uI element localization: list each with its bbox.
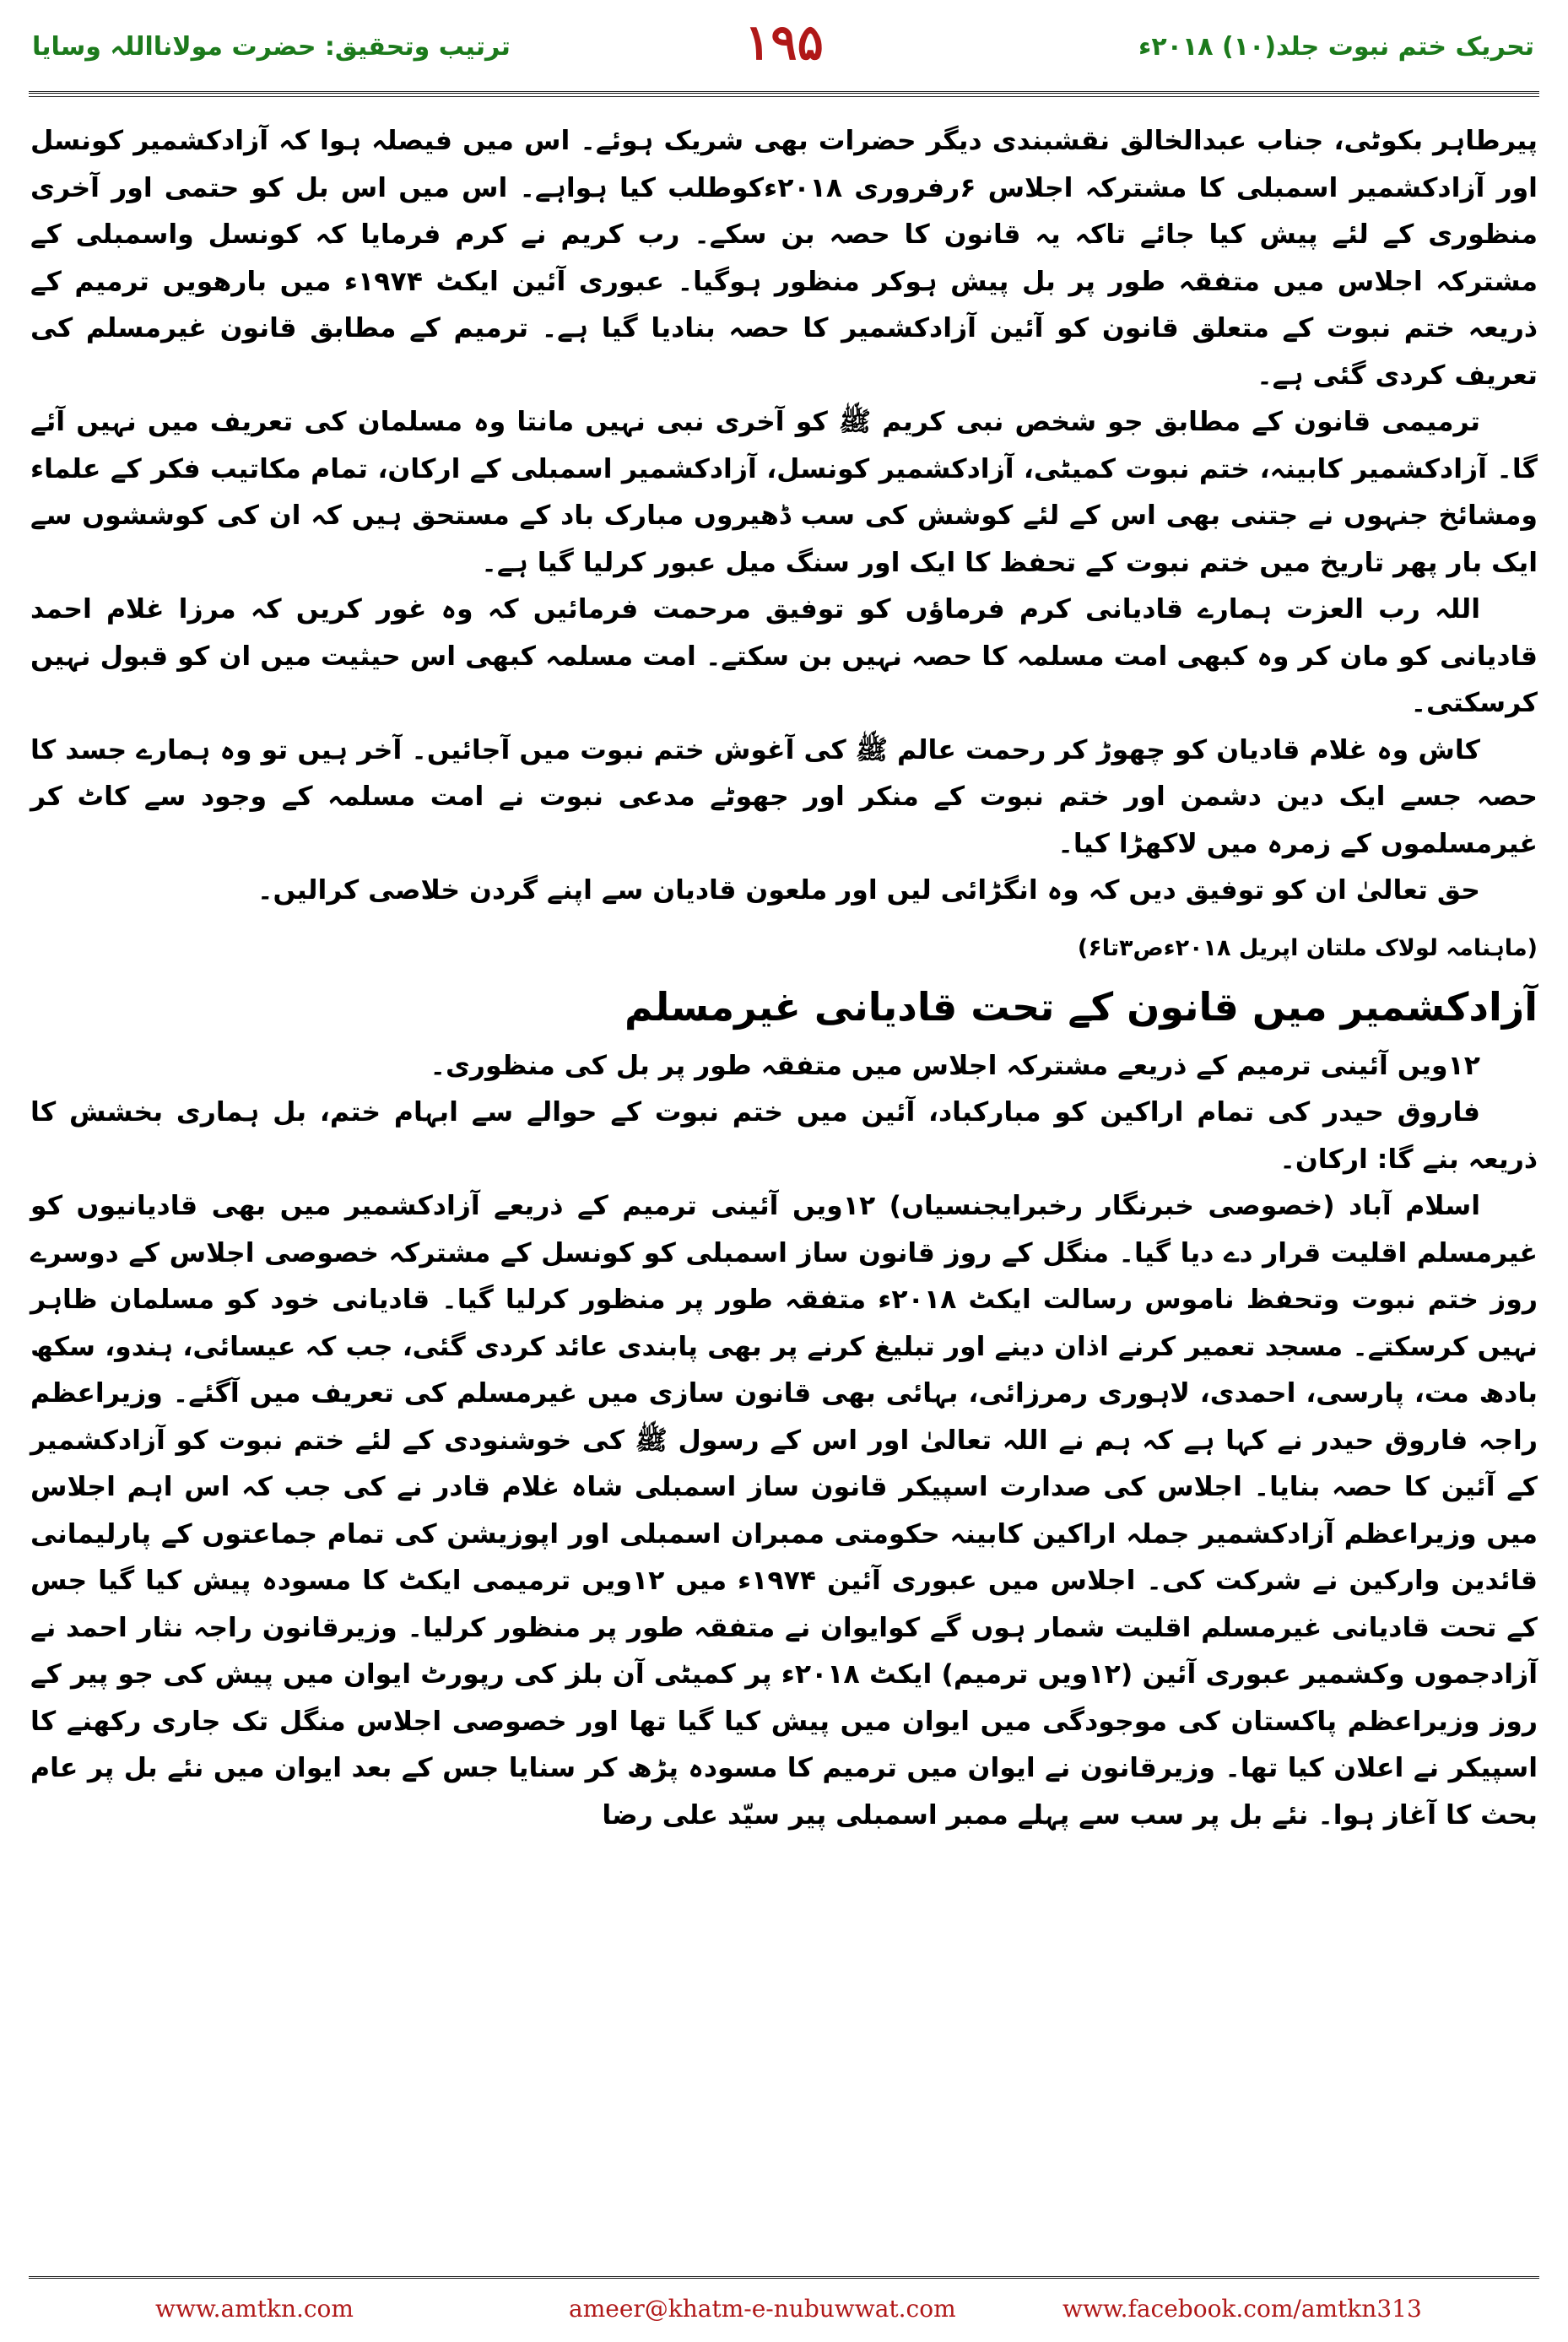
article2-paragraph-2: فاروق حیدر کی تمام اراکین کو مبارکباد، آئین میں ختم نبوت کے حوالے سے ابہام ختم، بل ہماری بخشش کا ذریعہ بنے گا: ارکان۔ <box>30 1097 1538 1175</box>
article1-paragraph-1: پیرطاہر بکوٹی، جناب عبدالخالق نقشبندی دیگر حضرات بھی شریک ہوئے۔ اس میں فیصلہ ہوا کہ آزادکشمیر کونسل اور آزادکشمیر اسمبلی کا مشترکہ اجلاس ۶رفروری ۲۰۱۸ءکوطلب کیا ہواہے۔ اس میں اس بل کو حتمی اور آخری منظوری کے لئے پیش کیا جائے تاکہ یہ قانون کا حصہ بن سکے۔ رب کریم نے کرم فرمایا کہ کونسل واسمبلی کے مشترکہ اجلاس میں متفقہ طور پر بل پیش ہوکر منظور ہوگیا۔ عبوری آئین ایکٹ ۱۹۷۴ء میں بارھویں ترمیم کے ذریعہ ختم نبوت کے متعلق قانون کو آئین آزادکشمیر کا حصہ بنادیا گیا ہے۔ ترمیم کے مطابق قانون غیرمسلم کی تعریف کردی گئی ہے۔ <box>30 126 1538 391</box>
compiler-credit: ترتیب وتحقیق: حضرت مولانااللہ وسایا <box>32 32 511 62</box>
page-number: ۱۹۵ <box>744 14 824 71</box>
page-footer <box>29 2276 1539 2342</box>
page-content <box>30 118 1538 1839</box>
article1-paragraph-2: ترمیمی قانون کے مطابق جو شخص نبی کریم ﷺ کو آخری نبی نہیں مانتا وہ مسلمان کی تعریف میں نہیں آئے گا۔ آزادکشمیر کابینہ، ختم نبوت کمیٹی، آزادکشمیر کونسل، آزادکشمیر اسمبلی کے ارکان، تمام مکاتیب فکر کے علماء ومشائخ جنہوں نے جتنی بھی اس کے لئے کوشش کی سب ڈھیروں مبارک باد کے مستحق ہیں کہ ان کی کوششوں سے ایک بار پھر تاریخ میں ختم نبوت کے تحفظ کا ایک اور سنگ میل عبور کرلیا گیا ہے۔ <box>30 407 1538 578</box>
article1-paragraph-5: حق تعالیٰ ان کو توفیق دیں کہ وہ انگڑائی لیں اور ملعون قادیان سے اپنے گردن خلاصی کرالیں۔ <box>257 875 1480 906</box>
footer-divider <box>29 2276 1539 2279</box>
email-link[interactable]: ameer@khatm-e-nubuwwat.com <box>569 2295 956 2323</box>
page-header <box>0 0 1568 97</box>
facebook-link[interactable]: www.facebook.com/amtkn313 <box>1062 2295 1422 2323</box>
article2-paragraph-3: اسلام آباد (خصوصی خبرنگار رخبرایجنسیاں) ۱۲ویں آئینی ترمیم کے ذریعے آزادکشمیر میں بھی قادیانیوں کو غیرمسلم اقلیت قرار دے دیا گیا۔ منگل کے روز قانون ساز اسمبلی کو کونسل کے مشترکہ خصوصی اجلاس کے دوسرے روز ختم نبوت وتحفظ ناموس رسالت ایکٹ ۲۰۱۸ء متفقہ طور پر منظور کرلیا گیا۔ قادیانی خود کو مسلمان ظاہر نہیں کرسکتے۔ مسجد تعمیر کرنے اذان دینے اور تبلیغ کرنے پر بھی پابندی عائد کردی گئی، جب کہ عیسائی، ہندو، سکھ بادھ مت، پارسی، احمدی، لاہوری رمرزائی، بہائی بھی قانون سازی میں غیرمسلم کی تعریف میں آگئے۔ وزیراعظم راجہ فاروق حیدر نے کہا ہے کہ ہم نے اللہ تعالیٰ اور اس کے رسول ﷺ کی خوشنودی کے لئے ختم نبوت کو آزادکشمیر کے آئین کا حصہ بنایا۔ اجلاس کی صدارت اسپیکر قانون ساز اسمبلی شاہ غلام قادر نے کی جب کہ اس اہم اجلاس میں وزیراعظم آزادکشمیر جملہ اراکین کابینہ حکومتی ممبران اسمبلی اور اپوزیشن کی تمام جماعتوں کے پارلیمانی قائدین وارکین نے شرکت کی۔ اجلاس میں عبوری آئین ۱۹۷۴ء میں ۱۲ویں ترمیمی ایکٹ کا مسودہ پیش کیا گیا جس کے تحت قادیانی غیرمسلم اقلیت شمار ہوں گے کوایوان نے متفقہ طور پر منظور کرلیا۔ وزیرقانون راجہ نثار احمد نے آزادجموں وکشمیر عبوری آئین (۱۲ویں ترمیم) ایکٹ ۲۰۱۸ء پر کمیٹی آن بلز کی رپورٹ ایوان میں پیش کی جو پیر کے روز وزیراعظم پاکستان کی موجودگی میں ایوان میں پیش کیا گیا تھا اور خصوصی اجلاس منگل تک جاری رکھنے کا اسپیکر نے اعلان کیا تھا۔ وزیرقانون نے ایوان میں ترمیم کا مسودہ پڑھ کر سنایا جس کے بعد ایوان میں نئے بل پر عام بحث کا آغاز ہوا۔ نئے بل پر سب سے پہلے ممبر اسمبلی پیر سیّد علی رضا <box>30 1191 1538 1831</box>
header-divider <box>29 91 1539 97</box>
article1-paragraph-4: کاش وہ غلام قادیان کو چھوڑ کر رحمت عالم ﷺ کی آغوش ختم نبوت میں آجائیں۔ آخر ہیں تو وہ ہمارے جسد کا حصہ جسے ایک دین دشمن اور ختم نبوت کے منکر اور جھوٹے مدعی نبوت نے امت مسلمہ کے وجود سے کاٹ کر غیرمسلموں کے زمرہ میں لاکھڑا کیا۔ <box>30 734 1538 859</box>
source-citation: (ماہنامہ لولاک ملتان اپریل ۲۰۱۸ءص۳تا۶) <box>1077 934 1538 961</box>
article2-paragraph-1: ۱۲ویں آئینی ترمیم کے ذریعے مشترکہ اجلاس میں متفقہ طور پر بل کی منظوری۔ <box>430 1050 1480 1081</box>
series-title: تحریک ختم نبوت جلد(۱۰) ۲۰۱۸ء <box>1138 32 1534 62</box>
website-link[interactable]: www.amtkn.com <box>155 2295 354 2323</box>
article-heading: آزادکشمیر میں قانون کے تحت قادیانی غیرمسلم <box>624 983 1538 1030</box>
article1-paragraph-3: اللہ رب العزت ہمارے قادیانی کرم فرماؤں کو توفیق مرحمت فرمائیں کہ وہ غور کریں کہ مرزا غلام احمد قادیانی کو مان کر وہ کبھی امت مسلمہ کا حصہ نہیں بن سکتے۔ امت مسلمہ کبھی اس حیثیت میں ان کو قبول نہیں کرسکتی۔ <box>30 594 1538 718</box>
